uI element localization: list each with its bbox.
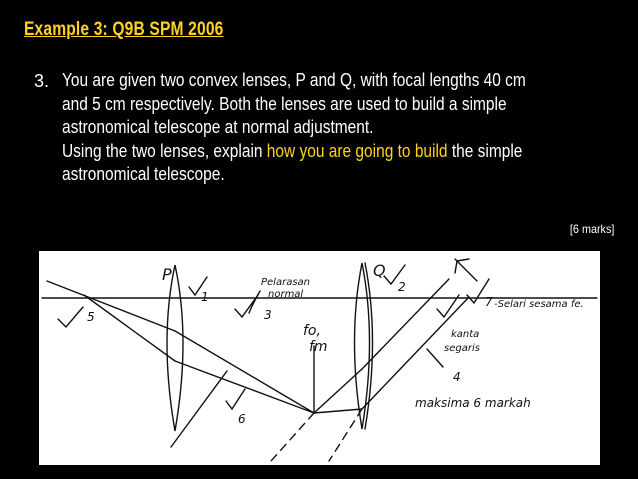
note-kanta-1: kanta: [451, 329, 480, 340]
ray-focus-to-q-1: [314, 369, 362, 413]
tick-2-number: 2: [398, 280, 406, 294]
note-pelarasan-2: normal: [268, 289, 304, 300]
telescope-diagram: [39, 251, 600, 465]
tick-3-number: 3: [264, 308, 272, 322]
question-line-2: and 5 cm respectively. Both the lenses are used to build a simple: [62, 93, 507, 114]
note-secara: -Selari sesama fe.: [494, 299, 584, 310]
construction-line: [171, 371, 227, 447]
note-max: maksima 6 markah: [415, 396, 531, 410]
tick-6-number: 6: [238, 412, 246, 426]
note-kanta-2: segaris: [444, 343, 480, 354]
check-6-icon: [226, 389, 245, 409]
question-line-1: You are given two convex lenses, P and Q, with focal lengths 40 cm: [62, 70, 526, 90]
ray-p-to-focus-2: [175, 361, 314, 413]
lens-p-label: P: [162, 265, 172, 284]
marks-label: [6 marks]: [569, 222, 614, 236]
question-line-4-prefix: Using the two lenses, explain: [62, 140, 267, 161]
pointer-kanta: [427, 349, 443, 367]
tick-5-number: 5: [87, 310, 95, 324]
dashed-extension-2: [329, 409, 362, 461]
question-line-5: astronomical telescope.: [62, 164, 225, 184]
tick-7-number: 7: [485, 295, 493, 309]
diagram-svg: [39, 251, 600, 465]
focus-label-2: fm: [309, 339, 328, 355]
question-number: 3.: [34, 71, 50, 91]
ray-focus-to-q-2: [314, 409, 362, 413]
slide-title: Example 3: Q9B SPM 2006: [24, 19, 224, 40]
question-highlight: how you are going to build: [266, 140, 448, 161]
incoming-ray-mid: [84, 295, 175, 361]
ray-p-to-focus-1: [175, 331, 314, 413]
eye-icon: [455, 259, 477, 281]
tick-1-number: 1: [201, 290, 209, 304]
tick-4-number: 4: [453, 370, 461, 384]
question-line-4-suffix: the simple: [447, 140, 523, 161]
check-5-icon: [58, 307, 83, 327]
lens-q-label: Q: [373, 261, 386, 280]
question-line-3: astronomical telescope at normal adjustment.: [62, 117, 374, 137]
note-pelarasan-1: Pelarasan: [261, 277, 311, 288]
question-text: [62, 69, 612, 187]
incoming-ray-top: [47, 281, 175, 331]
lens-p: [167, 265, 183, 431]
pointer-pelarasan: [249, 291, 260, 313]
focus-label-1: fo,: [303, 323, 321, 339]
question-line-4: [62, 140, 612, 164]
dashed-extension-1: [271, 413, 314, 461]
